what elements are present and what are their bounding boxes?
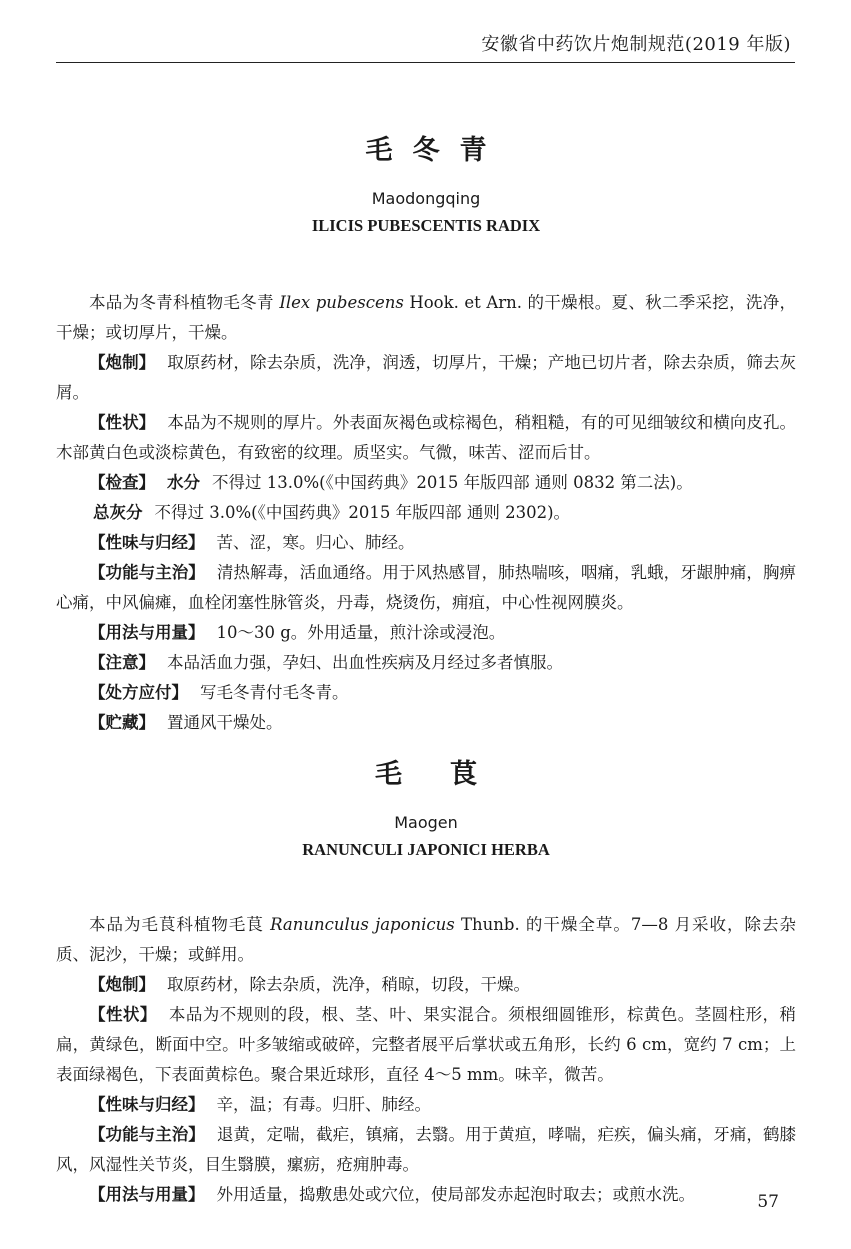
section-nature	[56, 528, 796, 558]
section-label: 【功能与主治】	[89, 1125, 205, 1144]
entry-maodongqing	[56, 128, 796, 738]
ash-text: 不得过 3.0%(《中国药典》2015 年版四部 通则 2302)。	[154, 503, 571, 522]
section-functions	[56, 558, 796, 618]
intro-text-tail: Thunb. 的干燥全草。7—8 月采收，除去杂质、泥沙，干燥；或鲜用。	[56, 915, 796, 964]
section-storage	[56, 708, 796, 738]
section-text: 10～30 g。外用适量，煎汁涂或浸泡。	[216, 623, 506, 642]
entry-intro	[56, 910, 796, 970]
entry-intro	[56, 288, 796, 348]
moisture-label: 水分	[167, 473, 200, 492]
section-nature	[56, 1090, 796, 1120]
entry-pinyin: Maogen	[394, 813, 458, 832]
moisture-text: 不得过 13.0%(《中国药典》2015 年版四部 通则 0832 第二法)。	[212, 473, 693, 492]
section-text: 置通风干燥处。	[167, 713, 283, 732]
section-inspection	[56, 468, 796, 498]
section-usage	[56, 1180, 796, 1210]
section-label: 【贮藏】	[89, 713, 155, 732]
entry-latin-name: RANUNCULI JAPONICI HERBA	[302, 840, 550, 859]
section-label: 【性味与归经】	[89, 1095, 205, 1114]
section-text: 外用适量，捣敷患处或穴位，使局部发赤起泡时取去；或煎水洗。	[216, 1185, 695, 1204]
entry-maogen	[56, 752, 796, 1210]
section-characters	[56, 408, 796, 468]
entry-title: 毛茛	[375, 759, 525, 790]
intro-text: 本品为毛茛科植物毛茛	[89, 915, 271, 934]
species-name: Ilex pubescens	[279, 293, 404, 312]
section-processing	[56, 348, 796, 408]
section-label: 【性状】	[89, 413, 156, 432]
section-text: 本品活血力强，孕妇、出血性疾病及月经过多者慎服。	[167, 653, 563, 672]
running-header: 安徽省中药饮片炮制规范(2019 年版)	[481, 34, 791, 55]
entry-pinyin: Maodongqing	[371, 189, 481, 208]
section-characters	[56, 1000, 796, 1090]
section-label: 【炮制】	[89, 353, 156, 372]
section-usage	[56, 618, 796, 648]
section-text: 本品为不规则的段，根、茎、叶、果实混合。须根细圆锥形，棕黄色。茎圆柱形，稍扁，黄绿色，断面中空。叶多皱缩或破碎，完整者展平后掌状或五角形，长约 6 cm，宽约 7 cm；上表面绿褐色，下表面黄棕色。聚合果近球形，直径 4～5 mm。味辛，微苦。	[56, 1005, 797, 1084]
section-text: 本品为不规则的厚片。外表面灰褐色或棕褐色，稍粗糙，有的可见细皱纹和横向皮孔。木部黄白色或淡棕黄色，有致密的纹理。质坚实。气微，味苦、涩而后甘。	[56, 413, 797, 462]
header-rule	[56, 62, 795, 63]
intro-text: 本品为冬青科植物毛冬青	[89, 293, 280, 312]
section-inspection-ash	[56, 498, 796, 528]
section-text: 取原药材，除去杂质，洗净，稍晾，切段，干燥。	[167, 975, 530, 994]
section-text: 写毛冬青付毛冬青。	[200, 683, 349, 702]
section-text: 苦、涩，寒。归心、肺经。	[216, 533, 415, 552]
entry-latin-name: ILICIS PUBESCENTIS RADIX	[311, 216, 541, 235]
section-label: 【性状】	[89, 1005, 157, 1024]
section-functions	[56, 1120, 796, 1180]
section-processing	[56, 970, 796, 1000]
section-text: 辛，温；有毒。归肝、肺经。	[216, 1095, 431, 1114]
section-text: 清热解毒，活血通络。用于风热感冒，肺热喘咳，咽痛，乳蛾，牙龈肿痛，胸痹心痛，中风偏瘫，血栓闭塞性脉管炎，丹毒，烧烫伤，痈疽，中心性视网膜炎。	[56, 563, 797, 612]
section-caution	[56, 648, 796, 678]
section-text: 取原药材，除去杂质，洗净，润透，切厚片，干燥；产地已切片者，除去杂质，筛去灰屑。	[56, 353, 797, 402]
section-text: 退黄，定喘，截疟，镇痛，去翳。用于黄疸，哮喘，疟疾，偏头痛，牙痛，鹤膝风，风湿性关节炎，目生翳膜，瘰疬，疮痈肿毒。	[56, 1125, 797, 1174]
section-prescription	[56, 678, 796, 708]
section-label: 【性味与归经】	[89, 533, 205, 552]
section-label: 【检查】	[89, 473, 155, 492]
section-label: 【炮制】	[89, 975, 155, 994]
section-label: 【注意】	[89, 653, 155, 672]
page-number: 57	[757, 1192, 779, 1212]
section-label: 【功能与主治】	[89, 563, 205, 582]
section-label: 【处方应付】	[89, 683, 188, 702]
species-name: Ranunculus japonicus	[270, 915, 455, 934]
intro-text-tail: Hook. et Arn. 的干燥根。夏、秋二季采挖，洗净，干燥；或切厚片，干燥。	[56, 293, 796, 342]
section-label: 【用法与用量】	[89, 623, 205, 642]
entry-title: 毛冬青	[365, 135, 507, 166]
ash-label: 总灰分	[93, 503, 143, 522]
section-label: 【用法与用量】	[89, 1185, 205, 1204]
